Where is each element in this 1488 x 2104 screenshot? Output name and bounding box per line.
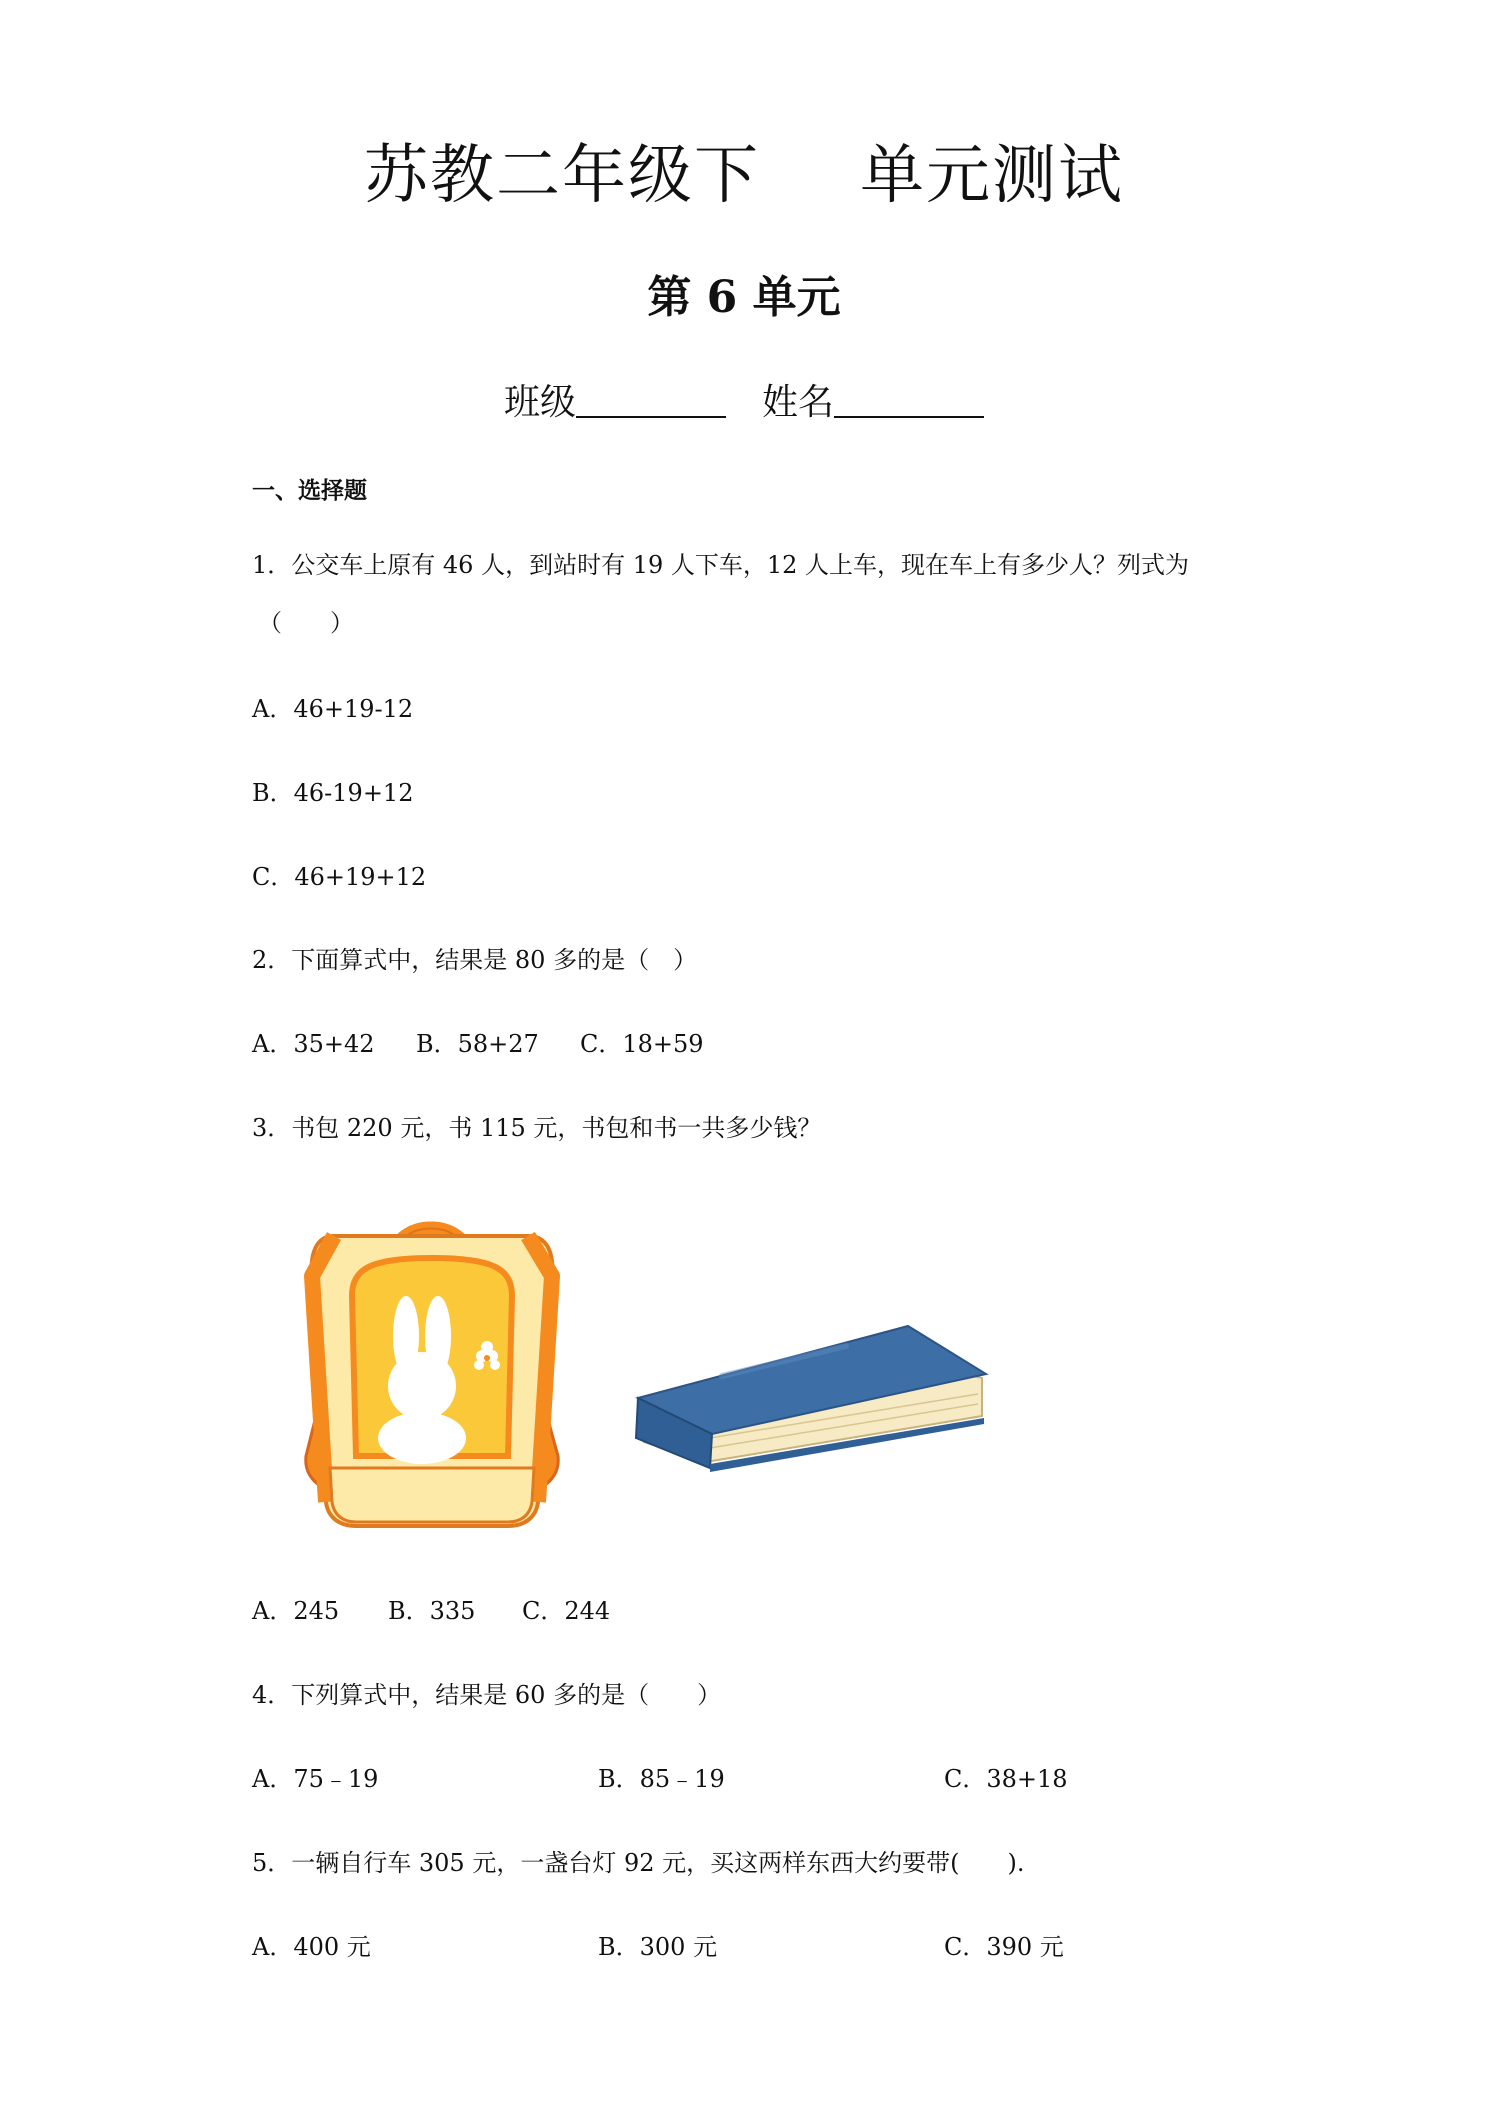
student-info bbox=[0, 376, 1488, 428]
title-left: 苏教二年级下 bbox=[364, 139, 760, 213]
question-1-option-c[interactable]: C．46+19+12 bbox=[252, 863, 427, 891]
question-2-option-c[interactable]: C．18+59 bbox=[580, 1030, 704, 1058]
question-4: 4．下列算式中，结果是 60 多的是（ ） bbox=[252, 1681, 722, 1709]
section-heading: 一、选择题 bbox=[252, 478, 367, 504]
question-3-illustration bbox=[286, 1206, 1006, 1546]
question-1: 1．公交车上原有 46 人，到站时有 19 人下车，12 人上车，现在车上有多少人？列式为 bbox=[252, 551, 1190, 579]
question-1-option-a[interactable]: A．46+19-12 bbox=[252, 695, 414, 723]
class-label: 班级 bbox=[503, 382, 576, 423]
name-label: 姓名 bbox=[762, 382, 835, 423]
book-icon bbox=[636, 1326, 986, 1472]
question-3-option-a[interactable]: A．245 bbox=[252, 1597, 340, 1625]
class-blank[interactable] bbox=[576, 376, 726, 418]
question-5-option-c[interactable]: C．390 元 bbox=[944, 1933, 1064, 1961]
question-1-blank: （ ） bbox=[258, 609, 354, 637]
question-4-option-c[interactable]: C．38+18 bbox=[944, 1765, 1068, 1793]
name-blank[interactable] bbox=[834, 376, 984, 418]
page-title bbox=[0, 136, 1488, 216]
question-2-option-a[interactable]: A．35+42 bbox=[252, 1030, 375, 1058]
question-3: 3．书包 220 元，书 115 元，书包和书一共多少钱？ bbox=[252, 1114, 822, 1142]
question-4-option-a[interactable]: A．75﹣19 bbox=[252, 1765, 379, 1793]
page-subtitle: 第 6 单元 bbox=[647, 272, 841, 323]
question-1-option-b[interactable]: B．46-19+12 bbox=[252, 779, 414, 807]
question-5: 5．一辆自行车 305 元，一盏台灯 92 元，买这两样东西大约要带( ). bbox=[252, 1849, 1025, 1877]
question-2: 2．下面算式中，结果是 80 多的是（ ） bbox=[252, 946, 698, 974]
question-5-option-b[interactable]: B．300 元 bbox=[598, 1933, 718, 1961]
title-right: 单元测试 bbox=[860, 139, 1124, 213]
backpack-icon bbox=[306, 1229, 558, 1527]
question-3-option-b[interactable]: B．335 bbox=[388, 1597, 476, 1625]
question-2-option-b[interactable]: B．58+27 bbox=[416, 1030, 539, 1058]
question-5-option-a[interactable]: A．400 元 bbox=[252, 1933, 371, 1961]
question-4-option-b[interactable]: B．85﹣19 bbox=[598, 1765, 725, 1793]
question-3-option-c[interactable]: C．244 bbox=[522, 1597, 611, 1625]
